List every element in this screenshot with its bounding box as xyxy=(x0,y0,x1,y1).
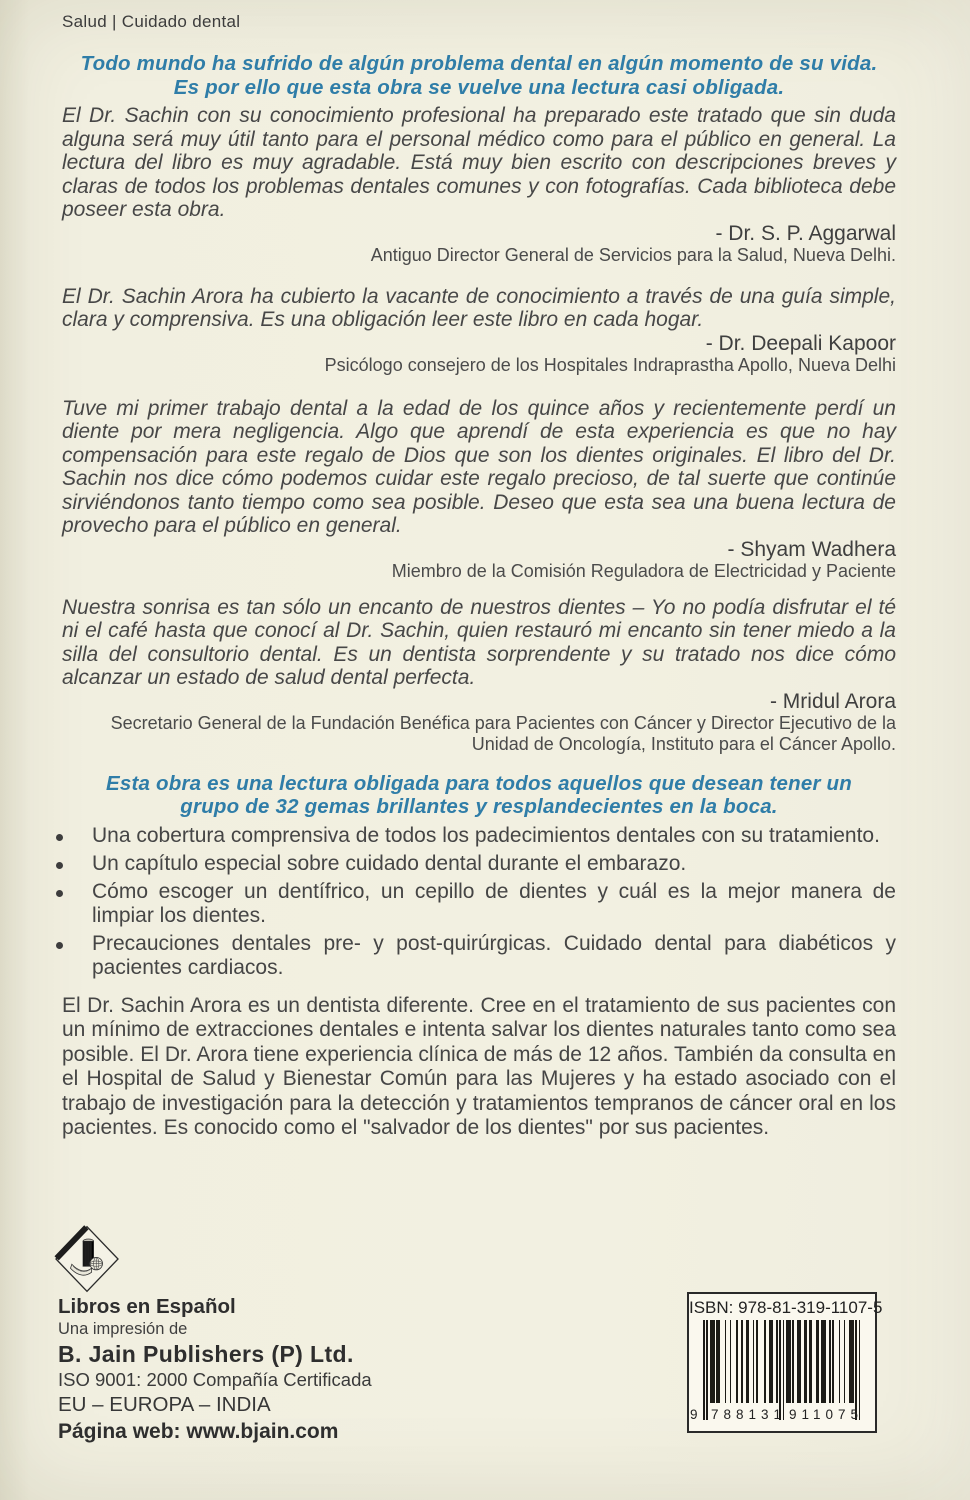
bullet-text: Cómo escoger un dentífrico, un cepillo de dientes y cuál es la mejor manera de limpiar los dientes. xyxy=(92,879,896,927)
quote-block-aggarwal xyxy=(62,104,896,266)
barcode-digits-right: 911075 xyxy=(789,1407,864,1422)
quotes-headline xyxy=(62,52,896,99)
bullet-dot-icon xyxy=(56,942,63,949)
quote-text: El Dr. Sachin Arora ha cubierto la vacante de conocimiento a través de una guía simple, clara y comprensiva. Es una obligación leer este libro en cada hogar. xyxy=(62,284,896,331)
bullet-text: Un capítulo especial sobre cuidado dental durante el embarazo. xyxy=(92,851,687,875)
quote-text: Nuestra sonrisa es tan sólo un encanto de nuestros dientes – Yo no podía disfrutar el té ni el café hasta que conocí al Dr. Sachin, quien restauró mi encanto sin tener miedo a la silla del consultorio dental. Es un dentista sorprendente y su tratado nos dice cómo alcanzar un estado de salud dental perfecta. xyxy=(62,595,896,689)
quote-text: El Dr. Sachin con su conocimiento profesional ha preparado este tratado que sin duda alguna será muy útil tanto para el personal médico como para el público en general. La lectura del libro es muy agradable. Está muy bien escrito con descripciones breves y claras de todos los problemas dentales comunes y con fotografías. Cada biblioteca debe poseer esta obra. xyxy=(62,104,896,221)
barcode-digits xyxy=(690,1407,864,1422)
publisher-name: B. Jain Publishers (P) Ltd. xyxy=(58,1341,354,1367)
quote-author: - Shyam Wadhera xyxy=(727,537,896,561)
category-label: Salud | Cuidado dental xyxy=(62,12,241,31)
publisher-website: Página web: www.bjain.com xyxy=(58,1420,339,1443)
publisher-logo xyxy=(54,1224,120,1294)
quote-author: - Dr. Deepali Kapoor xyxy=(705,331,896,355)
barcode-digits-left: 788131 xyxy=(711,1407,787,1422)
quote-author-role: Miembro de la Comisión Reguladora de Electricidad y Paciente xyxy=(391,560,896,581)
bullet-text: Una cobertura comprensiva de todos los padecimientos dentales con su tratamiento. xyxy=(92,823,880,847)
publisher-block xyxy=(58,1294,372,1445)
quote-author: - Mridul Arora xyxy=(769,689,896,713)
quote-author-role: Secretario General de la Fundación Benéfica para Pacientes con Cáncer y Director Ejecutivo de la Unidad de Oncología, Instituto para el Cáncer Apollo. xyxy=(110,712,896,754)
features-headline xyxy=(62,772,896,819)
barcode-digit-first: 9 xyxy=(690,1407,698,1422)
features-headline-line2: grupo de 32 gemas brillantes y resplandecientes en la boca. xyxy=(180,795,778,818)
bullet-dot-icon xyxy=(56,862,63,869)
imprint-note: Una impresión de xyxy=(58,1320,188,1338)
quote-block-kapoor xyxy=(62,285,896,376)
features-headline-line1: Esta obra es una lectura obligada para todos aquellos que desean tener un xyxy=(106,771,852,795)
bullet-item xyxy=(62,880,896,928)
isbn-label: ISBN: 978-81-319-1107-5 xyxy=(689,1298,883,1317)
publisher-certification: ISO 9001: 2000 Compañía Certificada xyxy=(58,1369,372,1390)
quote-block-wadhera xyxy=(62,397,896,582)
bullet-text: Precauciones dentales pre- y post-quirúrgicas. Cuidado dental para diabéticos y pacientes cardiacos. xyxy=(92,931,896,979)
about-author-paragraph: El Dr. Sachin Arora es un dentista diferente. Cree en el tratamiento de sus pacientes con un mínimo de extracciones dentales e intenta salvar los dientes naturales tanto como sea posible. El Dr. Arora tiene experiencia clínica de más de 12 años. También da consulta en el Hospital de Salud y Bienestar Común para las Mujeres y ha estado asociado con el trabajo de investigación para la detección y tratamientos tempranos de cáncer oral en los pacientes. Es conocido como el "salvador de los dientes" por sus pacientes. xyxy=(62,993,896,1139)
quote-author-role: Psicólogo consejero de los Hospitales Indraprastha Apollo, Nueva Delhi xyxy=(324,354,896,375)
isbn-barcode-box xyxy=(687,1292,883,1433)
bullet-item xyxy=(62,824,896,848)
quote-author-role: Antiguo Director General de Servicios para la Salud, Nueva Delhi. xyxy=(370,244,896,265)
quotes-headline-line2: Es por ello que esta obra se vuelve una lectura casi obligada. xyxy=(173,75,785,99)
imprint-name: Libros en Español xyxy=(58,1295,236,1318)
publisher-regions: EU – EUROPA – INDIA xyxy=(58,1393,271,1416)
bullet-dot-icon xyxy=(56,890,63,897)
quotes-headline-line1: Todo mundo ha sufrido de algún problema dental en algún momento de su vida. xyxy=(80,52,878,75)
quote-author: - Dr. S. P. Aggarwal xyxy=(715,221,896,245)
quote-block-arora xyxy=(62,596,896,755)
bullet-dot-icon xyxy=(56,834,63,841)
feature-bullet-list xyxy=(62,824,896,980)
bullet-item xyxy=(62,932,896,980)
quote-text: Tuve mi primer trabajo dental a la edad de los quince años y recientemente perdí un diente por mera negligencia. Algo que aprendí de esta experiencia es que no hay compensación para este regalo de Dios que son los dientes originales. El libro del Dr. Sachin nos dice cómo podemos cuidar este regalo precioso, de tal suerte que continúe sirviéndonos tanto tiempo como sea posible. Deseo que esta sea una buena lectura de provecho para el público en general. xyxy=(62,396,896,537)
bjain-diamond-book-globe-icon xyxy=(54,1224,120,1294)
barcode xyxy=(690,1320,864,1424)
bullet-item xyxy=(62,852,896,876)
